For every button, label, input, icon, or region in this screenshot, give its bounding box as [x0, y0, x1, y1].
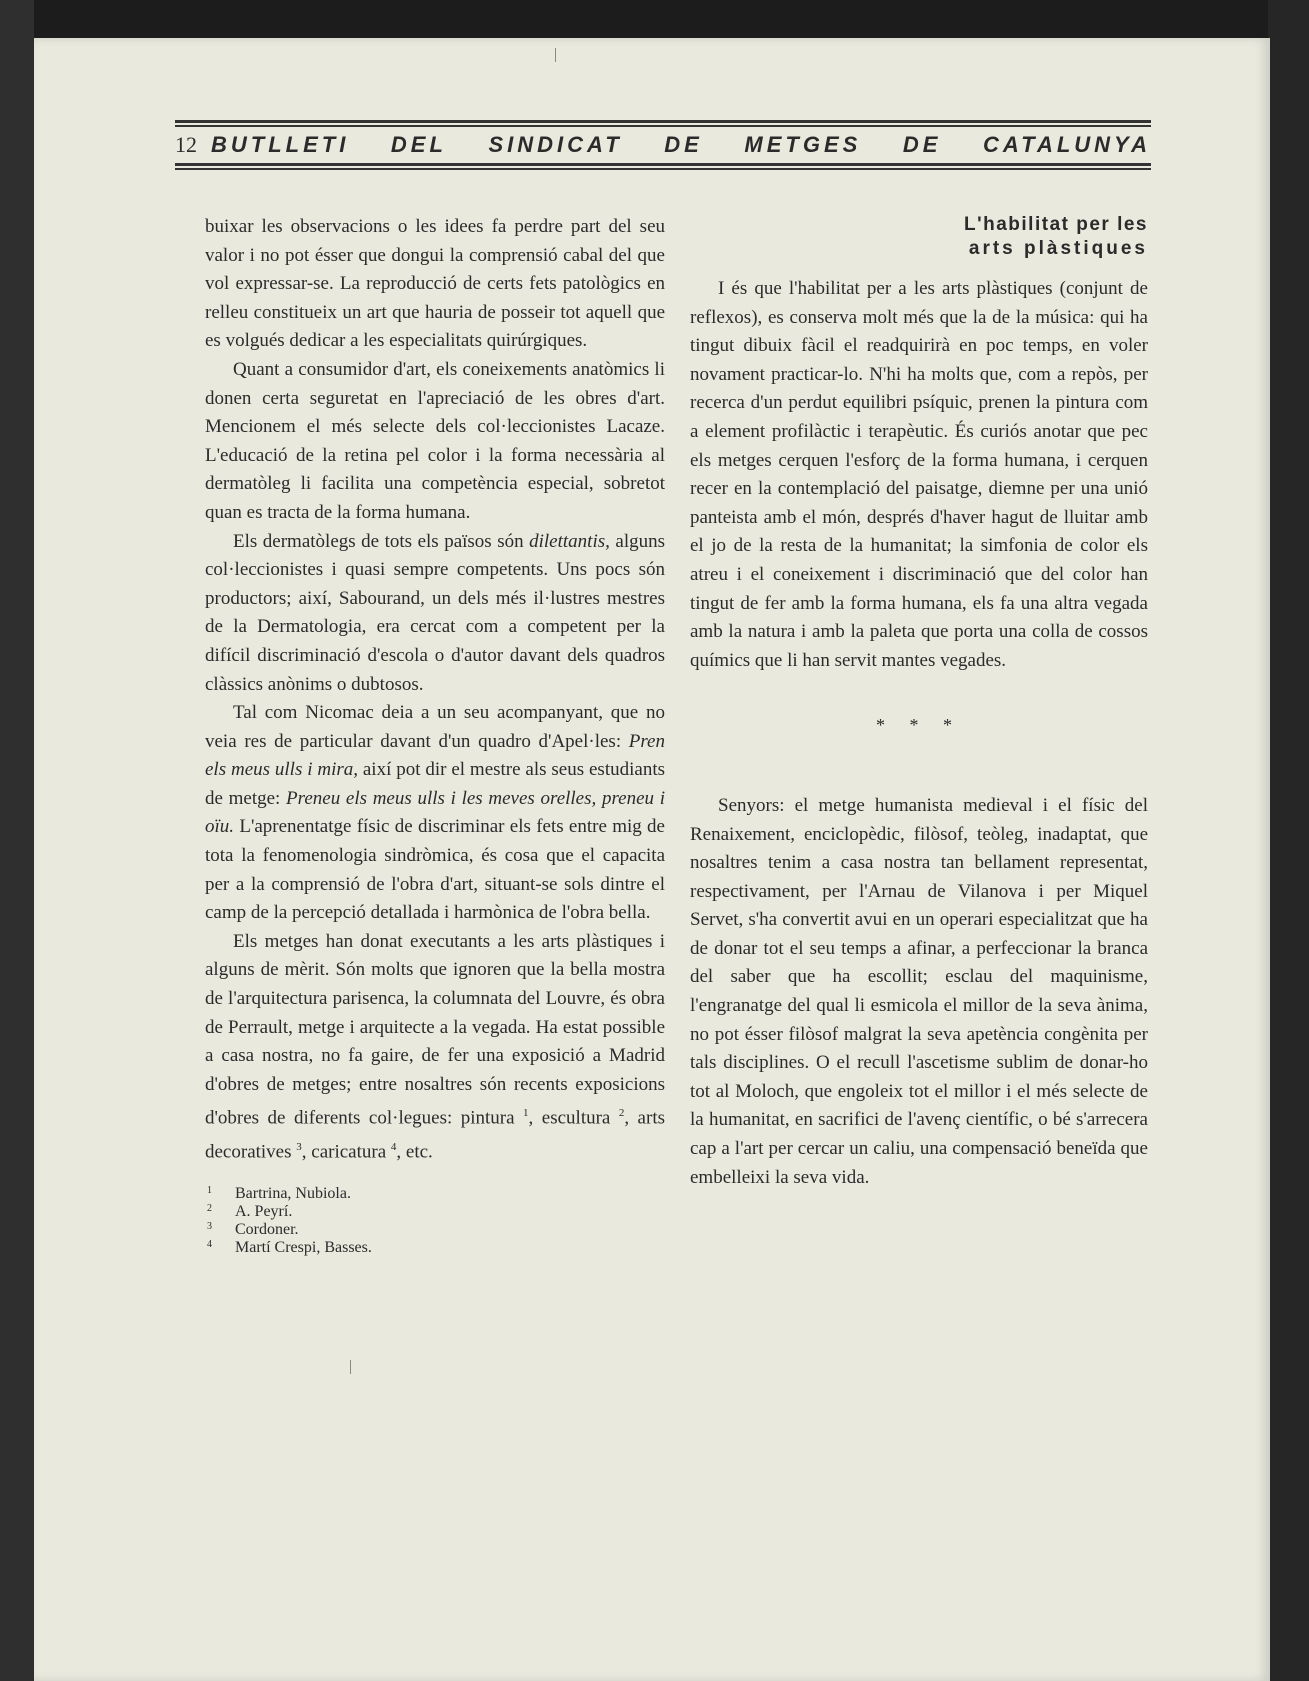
page-number: 12 [175, 132, 197, 157]
title-word: CATALUNYA [983, 132, 1151, 157]
text-run: , escultura [528, 1107, 619, 1129]
text-run: Els dermatòlegs de tots els països són [233, 530, 530, 552]
section-heading [690, 213, 1148, 261]
text-run: , caricatura [301, 1141, 391, 1163]
header-rule-bottom-2 [175, 168, 1151, 170]
running-header [175, 120, 1151, 170]
right-column [690, 213, 1148, 1192]
header-rule-top [175, 120, 1151, 123]
footnote-ref: 1 [523, 1107, 529, 1120]
footnote-text: A. Peyrí. [235, 1203, 293, 1221]
scan-left-border [0, 0, 34, 1681]
paragraph [205, 928, 665, 1167]
paragraph [205, 699, 665, 928]
text-run: Els metges han donat executants a les arts plàstiques i alguns de mèrit. Són molts que ignoren que la bella mostra de l'arquitectura parisenca, la columnata del Louvre, és obra de Perrault, metge i arquitecte a la vegada. Ha estat possible a casa nostra, no fa gaire, de fer una exposició a Madrid d'obres de metges; entre nosaltres són recents exposicions d'obres de diferents col·legues: pintura [205, 930, 665, 1129]
paragraph: Quant a consumidor d'art, els coneixements anatòmics li donen certa seguretat en l'apreciació de les obres d'art. Mencionem el més selecte dels col·leccionistes Lacaze. L'educació de la retina pel color i la forma necessària al dermatòleg li facilita una competència especial, sobretot quan es tracta de la forma humana. [205, 358, 665, 523]
text-run: , arts decoratives [205, 1107, 665, 1163]
footnotes [205, 1185, 665, 1257]
paragraph [205, 528, 665, 700]
paragraph: I és que l'habilitat per a les arts plàstiques (conjunt de reflexos), es conserva molt més que la de la música: qui ha tingut dibuix fàcil el readquirirà en poc temps, en voler novament practicar-lo. N'hi ha molts que, com a repòs, per recerca d'un perdut equilibri psíquic, prenen la pintura com a element profilàctic i terapèutic. És curiós anotar que pec els metges cerquen l'esforç de la forma humana, i cerquen recer en la contemplació del paisatge, diemne per una unió panteista amb el món, després d'haver hagut de lluitar amb el jo de la resta de la humanitat; la simfonia de color els atreu i el coneixement i discriminació que del color han tingut de fer amb la forma humana, els fa una altra vegada amb la natura i amb la paleta que porta una colla de cossos químics que li han servit mantes vegades. [690, 278, 1148, 671]
scan-top-border [0, 0, 1309, 38]
footnote-text: Bartrina, Nubiola. [235, 1185, 351, 1203]
italic-run: Preneu els meus ulls i les meves orelles, preneu i oïu. [205, 787, 665, 838]
scan-speck [555, 48, 556, 62]
footnote-text: Martí Crespi, Basses. [235, 1239, 372, 1257]
text-run: així pot dir el mestre als seus estudiants de metge: [205, 759, 665, 809]
scan-speck [350, 1360, 351, 1374]
paragraph: Senyors: el metge humanista medieval i el físic del Renaixement, enciclopèdic, filòsof, teòleg, inadaptat, que nosaltres tenim a casa nostra tan bellament representat, respectivament, per l'Arnau de Vilanova i per Miquel Servet, s'ha convertit avui en un operari especialitzat que ha de donar tot el seu temps a afinar, a perfeccionar la branca del saber que ha escollit; esclau del maquinisme, l'engranatge del qual li esmicola el millor de la seva ànima, no pot ésser filòsof malgrat la seva apetència congènita per tals disciplines. O el recull l'ascetisme sublim de donar-ho tot al Moloch, que engoleix tot el millor i el més selecte de la humanitat, en sacrifici de l'avenç científic, o bé s'arrecera cap a l'art per cercar un caliu, una compensació beneïda que embelleixi la seva vida. [690, 794, 1148, 1188]
title-word: METGES [744, 132, 862, 157]
footnote-number: 3 [207, 1221, 212, 1233]
footnote [205, 1203, 665, 1221]
title-word: SINDICAT [488, 132, 623, 157]
text-run: Tal com Nicomac deia a un seu acompanyant, que no veia res de particular davant d'un quadro d'Apel·les: [205, 702, 665, 752]
journal-title [211, 127, 1151, 163]
header-row [175, 127, 1151, 163]
footnote-ref: 2 [618, 1107, 625, 1120]
footnote [205, 1221, 665, 1239]
title-word: DEL [390, 132, 447, 157]
footnote-ref: 4 [390, 1141, 397, 1154]
text-run: alguns col·leccionistes i quasi sempre competents. Uns pocs són productors; així, Sabourand, un dels més il·lustres mestres de la Dermatologia, era cercat com a competent per la difícil discriminació d'escola o d'autor davant dels quadros clàssics anònims o dubtosos. [205, 530, 665, 695]
header-rule-bottom [175, 163, 1151, 166]
italic-run: dilettantis, [529, 530, 610, 552]
footnote-number: 2 [207, 1203, 212, 1215]
footnote [205, 1185, 665, 1203]
section-heading-line: arts plàstiques [968, 238, 1148, 259]
paragraph: buixar les observacions o les idees fa perdre part del seu valor i no pot ésser que dongui la comprensió cabal del que vol expressar-se. La reproducció de certs fets patològics en relleu constitueix un art que hauria de posseir tot aquell que es volgués dedicar a les especialitats quirúrgiques. [205, 216, 665, 352]
title-word: DE [902, 132, 942, 157]
left-column [205, 213, 665, 1257]
footnote [205, 1239, 665, 1257]
text-run: , etc. [396, 1141, 433, 1163]
footnote-number: 1 [207, 1185, 212, 1197]
section-separator: * * * [876, 715, 962, 736]
text-run: L'aprenentatge físic de discriminar els fets entre mig de tota la fenomenologia sindròmica, és cosa que el capacita per a la comprensió de l'obra d'art, situant-se sols dintre el camp de la percepció detallada i harmònica de l'obra bella. [205, 816, 665, 924]
section-heading-line: L'habilitat per les [964, 214, 1148, 235]
title-word: DE [664, 132, 703, 157]
scan-right-border [1268, 0, 1309, 1681]
footnote-text: Cordoner. [235, 1221, 299, 1239]
italic-run: Pren els meus ulls i mira, [205, 730, 665, 781]
footnote-number: 4 [207, 1239, 212, 1251]
title-word: BUTLLETI [211, 132, 350, 157]
footnote-ref: 3 [296, 1141, 302, 1154]
